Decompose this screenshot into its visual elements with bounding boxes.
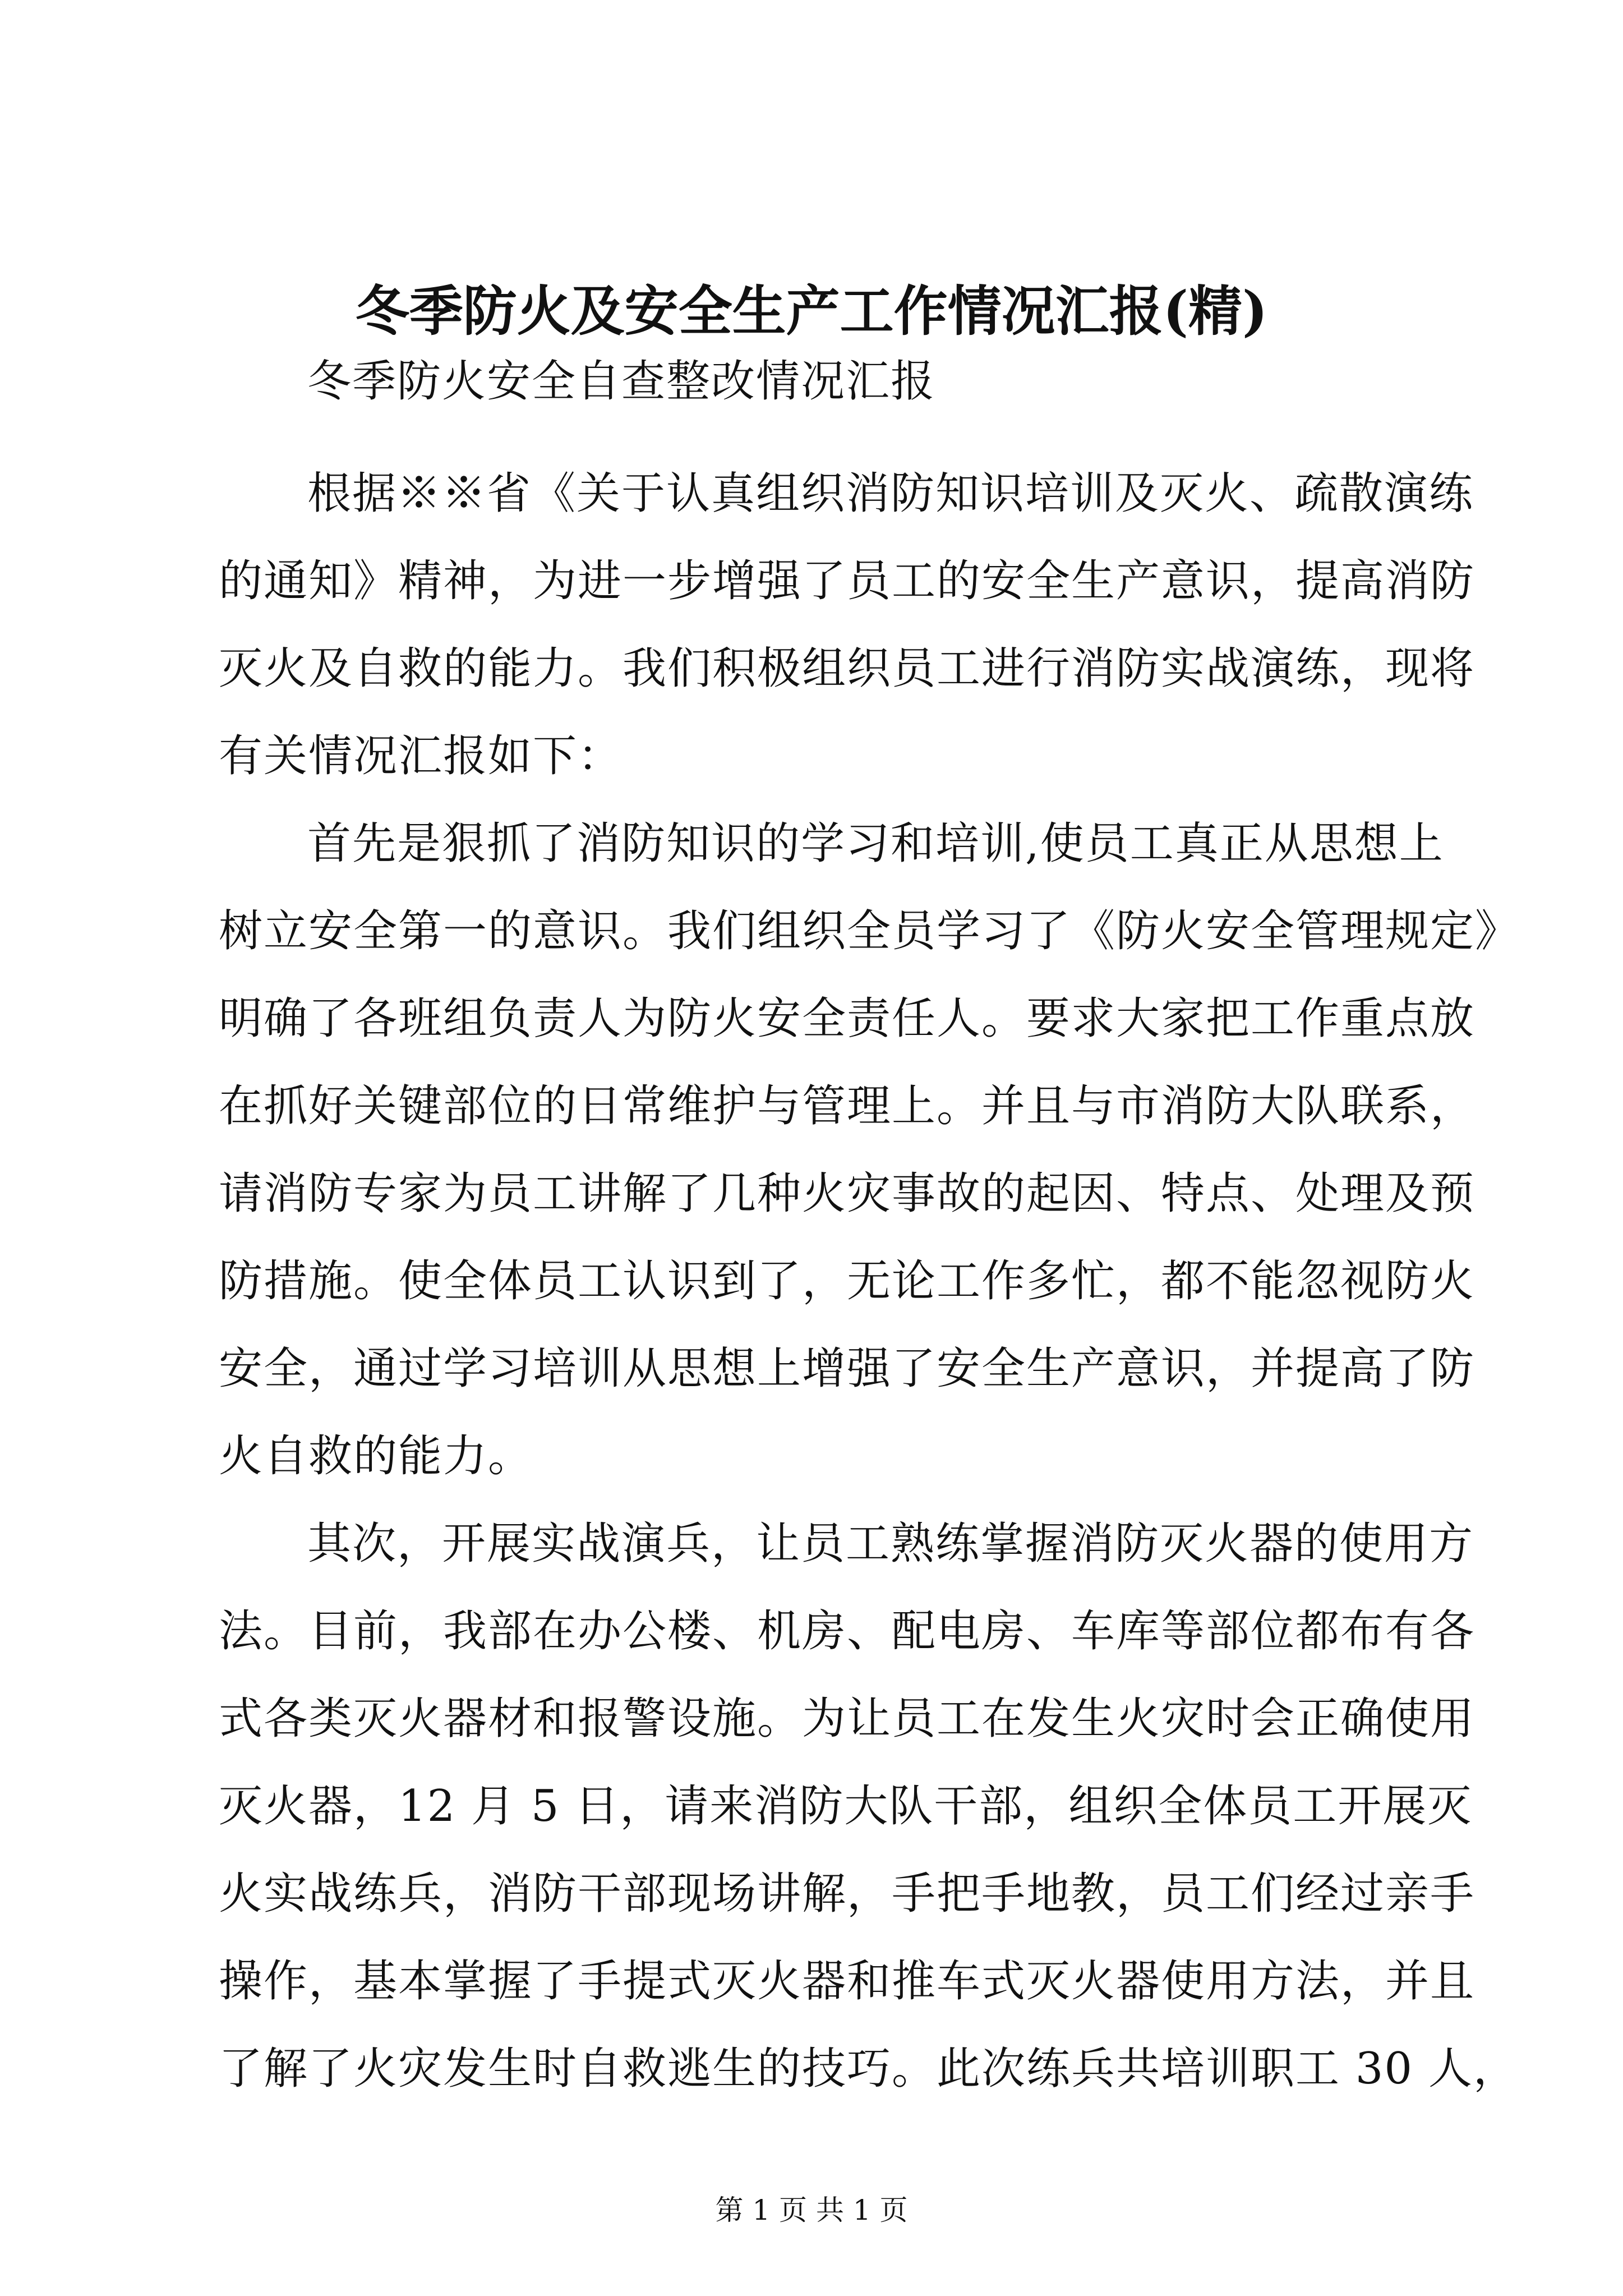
paragraph-2-line-2: 树立安全第一的意识。我们组织全员学习了《防火安全管理规定》 — [219, 906, 1520, 956]
paragraph-3-line-6: 操作，基本掌握了手提式灭火器和推车式灭火器使用方法，并且 — [219, 1956, 1476, 2007]
paragraph-2-line-5: 请消防专家为员工讲解了几种火灾事故的起因、特点、处理及预 — [219, 1168, 1476, 1219]
page-footer: 第 1 页 共 1 页 — [715, 2194, 908, 2226]
paragraph-3-line-2: 法。目前，我部在办公楼、机房、配电房、车库等部位都布有各 — [219, 1606, 1476, 1657]
paragraph-1-line-3: 灭火及自救的能力。我们积极组织员工进行消防实战演练，现将 — [219, 643, 1476, 694]
paragraph-2-line-6: 防措施。使全体员工认识到了，无论工作多忙，都不能忽视防火 — [219, 1256, 1476, 1306]
paragraph-2-line-4: 在抓好关键部位的日常维护与管理上。并且与市消防大队联系， — [219, 1081, 1476, 1131]
document-subtitle: 冬季防火安全自查整改情况汇报 — [307, 356, 936, 407]
paragraph-1-line-4: 有关情况汇报如下： — [219, 731, 623, 781]
paragraph-2-line-8: 火自救的能力。 — [219, 1431, 533, 1481]
paragraph-3-line-1: 其次，开展实战演兵，让员工熟练掌握消防灭火器的使用方 — [307, 1519, 1474, 1569]
paragraph-3-line-5: 火实战练兵，消防干部现场讲解，手把手地教，员工们经过亲手 — [219, 1869, 1476, 1919]
paragraph-3-line-7: 了解了火灾发生时自救逃生的技巧。此次练兵共培训职工 30 人， — [219, 2044, 1518, 2094]
paragraph-2-line-7: 安全，通过学习培训从思想上增强了安全生产意识，并提高了防 — [219, 1343, 1476, 1394]
paragraph-2-line-3: 明确了各班组负责人为防火安全责任人。要求大家把工作重点放 — [219, 993, 1476, 1044]
paragraph-1-line-1: 根据※※省《关于认真组织消防知识培训及灭火、疏散演练 — [307, 468, 1474, 519]
paragraph-2-line-1: 首先是狠抓了消防知识的学习和培训,使员工真正从思想上 — [307, 818, 1444, 869]
paragraph-1-line-2: 的通知》精神，为进一步增强了员工的安全生产意识，提高消防 — [219, 556, 1476, 606]
paragraph-3-line-4: 灭火器，12 月 5 日，请来消防大队干部，组织全体员工开展灭 — [219, 1781, 1473, 1832]
paragraph-3-line-3: 式各类灭火器材和报警设施。为让员工在发生火灾时会正确使用 — [219, 1694, 1476, 1744]
document-title: 冬季防火及安全生产工作情况汇报(精) — [355, 279, 1268, 343]
